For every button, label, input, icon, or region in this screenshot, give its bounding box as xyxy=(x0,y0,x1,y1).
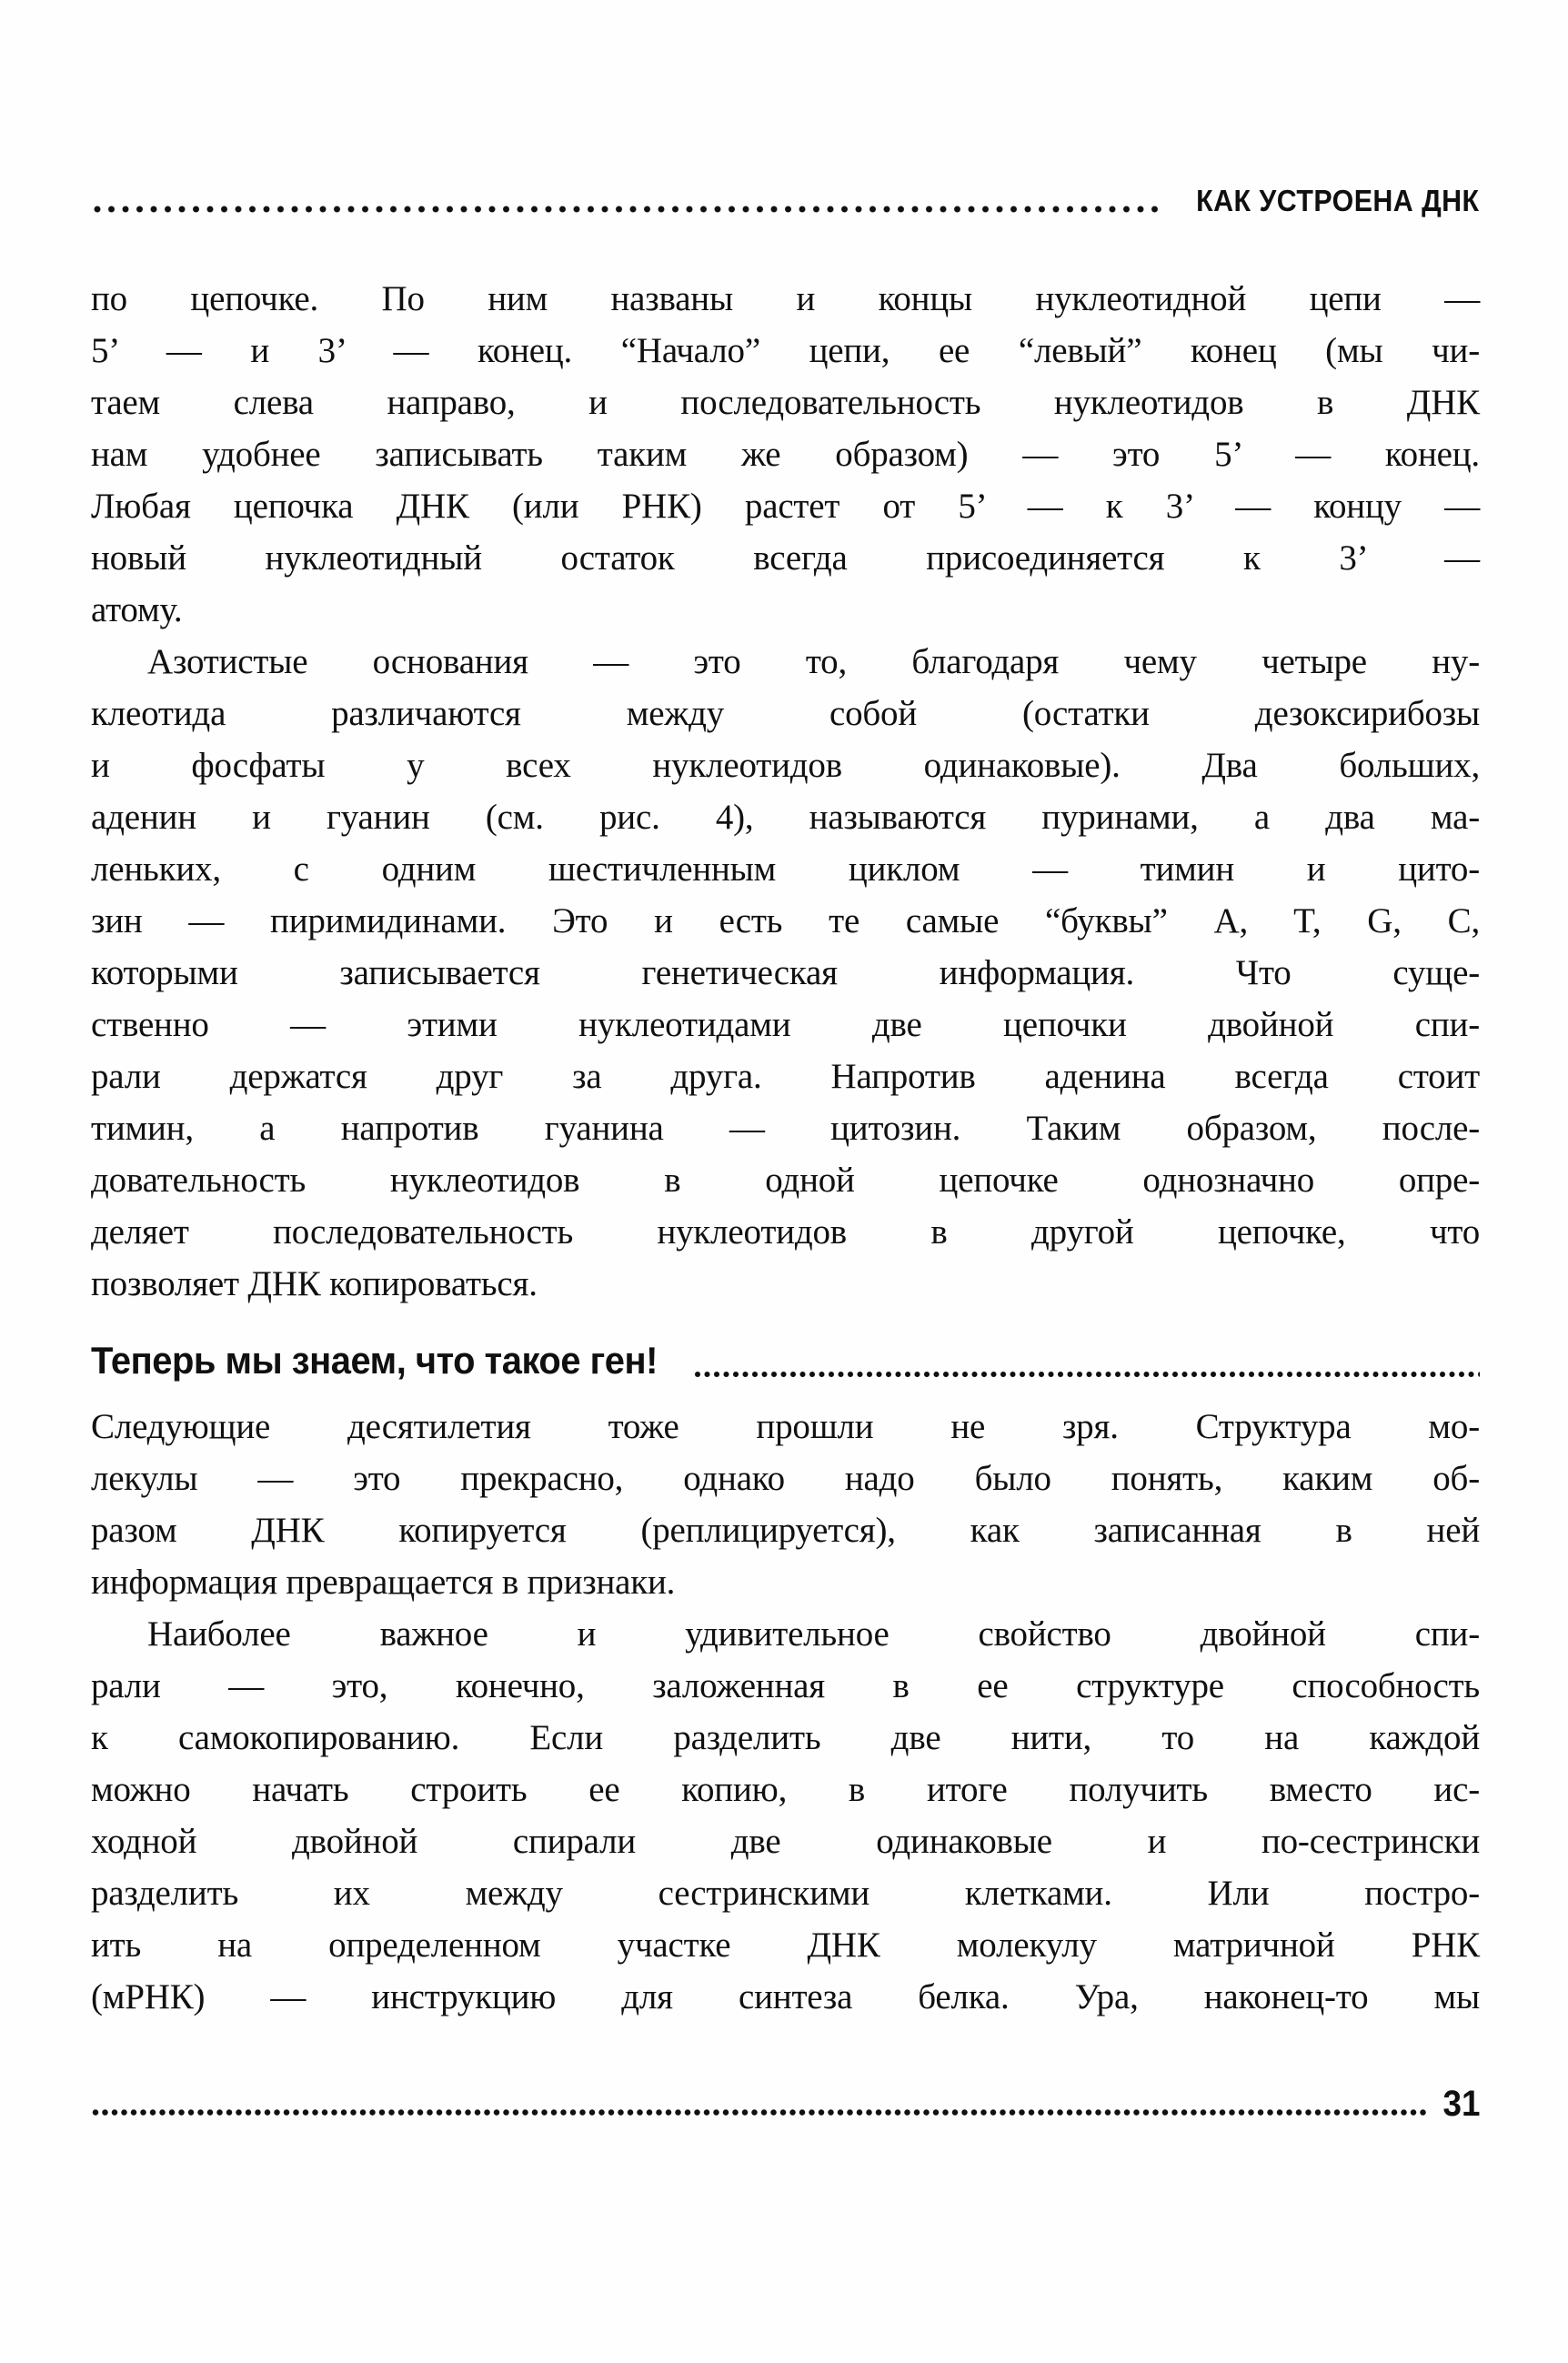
text-line: деляет последовательность нуклеотидов в другой цепочке, что xyxy=(91,1212,1480,1252)
text-line: атому. xyxy=(91,590,183,629)
text-line: клеотида различаются между собой (остатки дезоксирибозы xyxy=(91,694,1480,733)
footer-dots-leader xyxy=(91,2107,1429,2117)
header-title: КАК УСТРОЕНА ДНК xyxy=(1196,184,1480,217)
text-line: разделить их между сестринскими клетками. Или постро- xyxy=(91,1874,1480,1913)
text-line: тимин, а напротив гуанина — цитозин. Таким образом, после- xyxy=(91,1109,1480,1148)
text-line: ить на определенном участке ДНК молекулу матричной РНК xyxy=(91,1926,1480,1965)
text-line: Следующие десятилетия тоже прошли не зря. Структура мо- xyxy=(91,1407,1480,1446)
text-line: к самокопированию. Если разделить две нити, то на каждой xyxy=(91,1718,1480,1757)
text-line: позволяет ДНК копироваться. xyxy=(91,1264,538,1303)
heading-dots-leader xyxy=(693,1370,1480,1379)
text-line: рали — это, конечно, заложенная в ее структуре способность xyxy=(91,1666,1480,1705)
text-line: можно начать строить ее копию, в итоге получить вместо ис- xyxy=(91,1770,1480,1809)
section-heading xyxy=(91,1333,1480,1383)
text-line: по цепочке. По ним названы и концы нуклеотидной цепи — xyxy=(91,279,1480,318)
paragraph xyxy=(91,636,1480,1310)
text-line: Азотистые основания — это то, благодаря чему четыре ну- xyxy=(147,642,1480,681)
section-heading-text: Теперь мы знаем, что такое ген! xyxy=(91,1339,658,1382)
text-line: нам удобнее записывать таким же образом) — это 5’ — конец. xyxy=(91,435,1480,474)
text-line: зин — пиримидинами. Это и есть те самые “буквы” A, T, G, C, xyxy=(91,901,1480,940)
text-line: аденин и гуанин (см. рис. 4), называются пуринами, а два ма- xyxy=(91,798,1480,837)
text-line: и фосфаты у всех нуклеотидов одинаковые). Два больших, xyxy=(91,746,1480,785)
text-line: информация превращается в признаки. xyxy=(91,1563,676,1602)
text-line: лекулы — это прекрасно, однако надо было понять, каким об- xyxy=(91,1459,1480,1498)
text-line: которыми записывается генетическая информация. Что суще- xyxy=(91,953,1480,992)
text-line: новый нуклеотидный остаток всегда присоединяется к 3’ — xyxy=(91,538,1480,578)
text-line: леньких, с одним шестичленным циклом — тимин и цито- xyxy=(91,850,1480,889)
page-number: 31 xyxy=(1442,2084,1480,2124)
text-line: довательность нуклеотидов в одной цепочке однозначно опре- xyxy=(91,1161,1480,1200)
paragraph xyxy=(91,1401,1480,1608)
body-text xyxy=(91,1401,1480,2023)
text-line: таем слева направо, и последовательность нуклеотидов в ДНК xyxy=(91,383,1480,422)
text-line: Любая цепочка ДНК (или РНК) растет от 5’ — к 3’ — концу — xyxy=(91,487,1480,526)
paragraph xyxy=(91,273,1480,636)
text-line: разом ДНК копируется (реплицируется), как записанная в ней xyxy=(91,1511,1480,1550)
text-line: ходной двойной спирали две одинаковые и по-сестрински xyxy=(91,1822,1480,1861)
text-line: (мРНК) — инструкцию для синтеза белка. Ура, наконец-то мы xyxy=(91,1977,1480,2016)
body-text xyxy=(91,273,1480,1310)
text-line: 5’ — и 3’ — конец. “Начало” цепи, ее “левый” конец (мы чи- xyxy=(91,331,1480,370)
running-header xyxy=(91,180,1480,218)
text-line: рали держатся друг за друга. Напротив аденина всегда стоит xyxy=(91,1057,1480,1096)
paragraph xyxy=(91,1608,1480,2023)
text-line: ственно — этими нуклеотидами две цепочки двойной спи- xyxy=(91,1005,1480,1044)
header-dots-leader xyxy=(91,204,1162,215)
page-footer xyxy=(91,2081,1480,2123)
text-line: Наиболее важное и удивительное свойство двойной спи- xyxy=(147,1614,1480,1654)
